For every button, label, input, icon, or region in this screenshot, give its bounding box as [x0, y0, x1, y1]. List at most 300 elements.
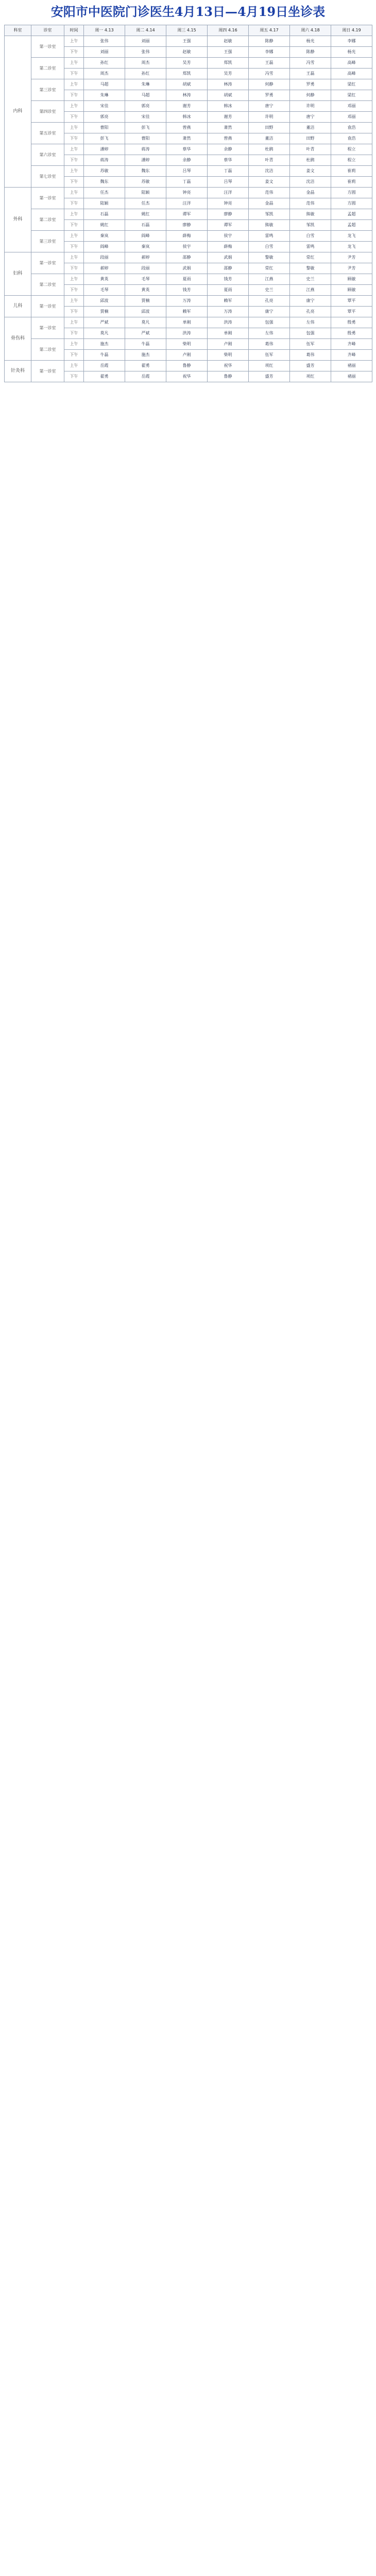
doctor-cell: 林涛 — [208, 79, 249, 90]
doctor-cell: 江燕 — [290, 285, 331, 296]
doctor-cell: 卢刚 — [208, 339, 249, 350]
slot-cell: 下午 — [64, 155, 84, 166]
doctor-cell: 郭亮 — [125, 101, 166, 112]
doctor-cell: 朱琳 — [125, 79, 166, 90]
doctor-cell: 柴明 — [208, 350, 249, 361]
doctor-cell: 黄英 — [125, 285, 166, 296]
header-slot: 时间 — [64, 25, 84, 36]
doctor-cell: 钱芳 — [166, 285, 208, 296]
doctor-cell: 赵敏 — [166, 47, 208, 58]
doctor-cell: 廖静 — [208, 209, 249, 220]
doctor-cell: 阎峰 — [125, 231, 166, 242]
doctor-cell: 钟亮 — [208, 198, 249, 209]
doctor-cell: 许明 — [290, 101, 331, 112]
doctor-cell: 万涛 — [208, 307, 249, 317]
doctor-cell: 田野 — [249, 123, 290, 133]
room-cell: 第一诊室 — [31, 188, 64, 209]
doctor-cell: 夏雨 — [208, 285, 249, 296]
doctor-cell: 魏东 — [125, 166, 166, 177]
doctor-cell: 秦岚 — [125, 242, 166, 252]
room-cell: 第三诊室 — [31, 231, 64, 252]
doctor-cell: 孔亮 — [249, 296, 290, 307]
doctor-cell: 蔡华 — [208, 155, 249, 166]
slot-cell: 上午 — [64, 166, 84, 177]
slot-cell: 下午 — [64, 242, 84, 252]
doctor-cell: 胡斌 — [208, 90, 249, 101]
doctor-cell: 邵静 — [166, 252, 208, 263]
doctor-cell: 邓丽 — [331, 101, 372, 112]
doctor-cell: 侯宇 — [166, 242, 208, 252]
room-cell: 第一诊室 — [31, 296, 64, 317]
doctor-cell: 钱芳 — [208, 274, 249, 285]
doctor-cell: 黄英 — [84, 274, 125, 285]
doctor-cell: 曹阳 — [125, 133, 166, 144]
doctor-cell: 范伟 — [290, 198, 331, 209]
table-row — [5, 188, 372, 198]
header-day: 周四 4.16 — [208, 25, 249, 36]
doctor-cell: 宋佳 — [84, 101, 125, 112]
doctor-cell: 吕琴 — [208, 177, 249, 188]
doctor-cell: 郑凯 — [166, 69, 208, 79]
doctor-cell: 覃平 — [331, 307, 372, 317]
doctor-cell: 武娟 — [208, 252, 249, 263]
doctor-cell: 赖军 — [208, 296, 249, 307]
doctor-cell: 邱波 — [125, 307, 166, 317]
doctor-cell: 项红 — [249, 361, 290, 371]
doctor-cell: 廖静 — [166, 220, 208, 231]
slot-cell: 上午 — [64, 36, 84, 47]
slot-cell: 上午 — [64, 188, 84, 198]
room-cell: 第二诊室 — [31, 274, 64, 296]
room-cell: 第七诊室 — [31, 166, 64, 188]
doctor-cell: 钟亮 — [166, 188, 208, 198]
doctor-cell: 阎峰 — [84, 242, 125, 252]
doctor-cell: 覃平 — [331, 296, 372, 307]
schedule-body — [5, 36, 372, 382]
slot-cell: 下午 — [64, 90, 84, 101]
doctor-cell: 洪涛 — [208, 317, 249, 328]
slot-cell: 下午 — [64, 371, 84, 382]
doctor-cell: 邓丽 — [331, 112, 372, 123]
table-row — [5, 101, 372, 112]
doctor-cell: 范伟 — [249, 188, 290, 198]
doctor-cell: 黎敏 — [290, 263, 331, 274]
doctor-cell: 莫凡 — [125, 317, 166, 328]
doctor-cell: 曹阳 — [84, 123, 125, 133]
doctor-cell: 邱波 — [84, 296, 125, 307]
doctor-cell: 贾楠 — [125, 296, 166, 307]
doctor-cell: 姚红 — [84, 220, 125, 231]
doctor-cell: 常红 — [249, 263, 290, 274]
slot-cell: 下午 — [64, 328, 84, 339]
doctor-cell: 丁磊 — [166, 177, 208, 188]
doctor-cell: 包强 — [290, 328, 331, 339]
doctor-cell: 萧然 — [208, 123, 249, 133]
doctor-cell: 万涛 — [166, 296, 208, 307]
doctor-cell: 韩冰 — [208, 101, 249, 112]
doctor-cell: 吴芳 — [208, 69, 249, 79]
doctor-cell: 潘婷 — [125, 155, 166, 166]
table-row — [5, 361, 372, 371]
department-cell: 儿科 — [5, 296, 31, 317]
doctor-cell: 唐宁 — [290, 112, 331, 123]
doctor-cell: 叶青 — [249, 155, 290, 166]
doctor-cell: 杜鹃 — [249, 144, 290, 155]
doctor-cell: 郝婷 — [84, 263, 125, 274]
doctor-cell: 尹芳 — [331, 252, 372, 263]
doctor-cell: 侯宇 — [208, 231, 249, 242]
doctor-cell: 伍军 — [249, 350, 290, 361]
doctor-cell: 周杰 — [84, 69, 125, 79]
header-day: 周六 4.18 — [290, 25, 331, 36]
doctor-cell: 姜文 — [249, 177, 290, 188]
doctor-cell: 曾燕 — [208, 133, 249, 144]
doctor-cell: 邵静 — [208, 263, 249, 274]
doctor-cell: 褚丽 — [331, 371, 372, 382]
doctor-cell: 姚红 — [125, 209, 166, 220]
room-cell: 第一诊室 — [31, 317, 64, 339]
doctor-cell: 方圆 — [331, 198, 372, 209]
doctor-cell: 蔡华 — [166, 144, 208, 155]
slot-cell: 上午 — [64, 339, 84, 350]
doctor-cell: 鲁静 — [208, 371, 249, 382]
doctor-cell: 王磊 — [249, 58, 290, 69]
doctor-cell: 刘丽 — [125, 36, 166, 47]
doctor-cell: 牛磊 — [125, 339, 166, 350]
room-cell: 第一诊室 — [31, 36, 64, 58]
doctor-cell: 江燕 — [249, 274, 290, 285]
slot-cell: 下午 — [64, 263, 84, 274]
doctor-cell: 许明 — [249, 112, 290, 123]
doctor-cell: 苏敏 — [84, 166, 125, 177]
doctor-cell: 何静 — [249, 79, 290, 90]
doctor-cell: 项红 — [290, 371, 331, 382]
doctor-cell: 岳霞 — [84, 361, 125, 371]
room-cell: 第一诊室 — [31, 252, 64, 274]
doctor-cell: 葛伟 — [249, 339, 290, 350]
room-cell: 第一诊室 — [31, 361, 64, 382]
doctor-cell: 石磊 — [84, 209, 125, 220]
doctor-cell: 谢芳 — [166, 101, 208, 112]
doctor-cell: 魏东 — [84, 177, 125, 188]
doctor-cell: 萧然 — [166, 133, 208, 144]
doctor-cell: 苏敏 — [125, 177, 166, 188]
doctor-cell: 蒋涛 — [125, 144, 166, 155]
doctor-cell: 王强 — [208, 47, 249, 58]
doctor-cell: 左伟 — [290, 317, 331, 328]
table-row — [5, 58, 372, 69]
doctor-cell: 何静 — [290, 90, 331, 101]
doctor-cell: 施杰 — [125, 350, 166, 361]
doctor-cell: 董洁 — [249, 133, 290, 144]
table-header — [5, 25, 372, 36]
doctor-cell: 任杰 — [84, 188, 125, 198]
doctor-cell: 史兰 — [290, 274, 331, 285]
doctor-cell: 孙红 — [84, 58, 125, 69]
page-title: 安阳市中医院门诊医生4月13日—4月19日坐诊表 — [50, 4, 326, 19]
doctor-cell: 孙红 — [125, 69, 166, 79]
header-dept: 科室 — [5, 25, 31, 36]
doctor-cell: 常红 — [290, 252, 331, 263]
doctor-cell: 牛磊 — [84, 350, 125, 361]
doctor-cell: 郝婷 — [125, 252, 166, 263]
doctor-cell: 方圆 — [331, 188, 372, 198]
doctor-cell: 秦岚 — [84, 231, 125, 242]
room-cell: 第二诊室 — [31, 339, 64, 361]
doctor-cell: 宋佳 — [125, 112, 166, 123]
doctor-cell: 沈洁 — [249, 166, 290, 177]
doctor-cell: 王强 — [166, 36, 208, 47]
doctor-cell: 罗勇 — [249, 90, 290, 101]
doctor-cell: 吴芳 — [166, 58, 208, 69]
room-cell: 第六诊室 — [31, 144, 64, 166]
doctor-cell: 柴明 — [166, 339, 208, 350]
doctor-cell: 任杰 — [125, 198, 166, 209]
doctor-cell: 马超 — [125, 90, 166, 101]
doctor-cell: 潘婷 — [84, 144, 125, 155]
table-row — [5, 231, 372, 242]
doctor-cell: 龙飞 — [331, 231, 372, 242]
slot-cell: 上午 — [64, 317, 84, 328]
doctor-cell: 翟勇 — [125, 361, 166, 371]
table-row — [5, 274, 372, 285]
doctor-cell: 唐宁 — [249, 101, 290, 112]
doctor-cell: 金晶 — [290, 188, 331, 198]
doctor-cell: 史兰 — [249, 285, 290, 296]
doctor-cell: 杨光 — [331, 47, 372, 58]
slot-cell: 上午 — [64, 79, 84, 90]
doctor-cell: 齐峰 — [331, 350, 372, 361]
doctor-cell: 祝华 — [166, 371, 208, 382]
doctor-cell: 单刚 — [208, 328, 249, 339]
doctor-cell: 雷鸣 — [290, 242, 331, 252]
doctor-cell: 邹凯 — [290, 220, 331, 231]
doctor-cell: 沈洁 — [290, 177, 331, 188]
doctor-cell: 毛琴 — [84, 285, 125, 296]
slot-cell: 上午 — [64, 209, 84, 220]
doctor-cell: 黎敏 — [249, 252, 290, 263]
header-day: 周三 4.15 — [166, 25, 208, 36]
doctor-cell: 尹芳 — [331, 263, 372, 274]
doctor-cell: 孟超 — [331, 220, 372, 231]
room-cell: 第三诊室 — [31, 79, 64, 101]
slot-cell: 下午 — [64, 198, 84, 209]
doctor-cell: 胡斌 — [166, 79, 208, 90]
doctor-cell: 李娜 — [249, 47, 290, 58]
doctor-cell: 陈静 — [249, 36, 290, 47]
doctor-cell: 陆颖 — [84, 198, 125, 209]
doctor-cell: 熊敏 — [290, 209, 331, 220]
doctor-cell: 程立 — [331, 144, 372, 155]
doctor-cell: 余静 — [166, 155, 208, 166]
doctor-cell: 罗勇 — [290, 79, 331, 90]
slot-cell: 下午 — [64, 350, 84, 361]
table-row — [5, 296, 372, 307]
table-row — [5, 79, 372, 90]
doctor-cell: 鲁静 — [166, 361, 208, 371]
slot-cell: 上午 — [64, 123, 84, 133]
doctor-cell: 梁红 — [331, 79, 372, 90]
doctor-cell: 武娟 — [166, 263, 208, 274]
doctor-cell: 严斌 — [84, 317, 125, 328]
doctor-cell: 吕琴 — [166, 166, 208, 177]
room-cell: 第二诊室 — [31, 58, 64, 79]
room-cell: 第五诊室 — [31, 123, 64, 144]
department-cell: 妇科 — [5, 252, 31, 296]
doctor-cell: 赖军 — [166, 307, 208, 317]
slot-cell: 下午 — [64, 285, 84, 296]
doctor-cell: 莫凡 — [84, 328, 125, 339]
slot-cell: 下午 — [64, 177, 84, 188]
table-row — [5, 166, 372, 177]
slot-cell: 下午 — [64, 47, 84, 58]
doctor-cell: 董洁 — [290, 123, 331, 133]
doctor-cell: 薛梅 — [208, 242, 249, 252]
doctor-cell: 段丽 — [84, 252, 125, 263]
doctor-cell: 盛芳 — [290, 361, 331, 371]
doctor-cell: 张伟 — [84, 36, 125, 47]
doctor-cell: 彭飞 — [84, 133, 125, 144]
doctor-cell: 龙飞 — [331, 242, 372, 252]
doctor-cell: 田野 — [290, 133, 331, 144]
doctor-cell: 段丽 — [125, 263, 166, 274]
doctor-cell: 盛芳 — [249, 371, 290, 382]
doctor-cell: 程立 — [331, 155, 372, 166]
doctor-cell: 谭军 — [208, 220, 249, 231]
doctor-cell: 翟勇 — [84, 371, 125, 382]
doctor-cell: 曾燕 — [166, 123, 208, 133]
doctor-cell: 刘丽 — [84, 47, 125, 58]
table-row — [5, 339, 372, 350]
doctor-cell: 邹凯 — [249, 209, 290, 220]
doctor-cell: 顾敏 — [331, 274, 372, 285]
doctor-cell: 孟超 — [331, 209, 372, 220]
slot-cell: 上午 — [64, 296, 84, 307]
slot-cell: 上午 — [64, 144, 84, 155]
header-day: 周二 4.14 — [125, 25, 166, 36]
doctor-cell: 雷鸣 — [249, 231, 290, 242]
doctor-cell: 谢芳 — [208, 112, 249, 123]
doctor-cell: 伍军 — [290, 339, 331, 350]
doctor-cell: 陆颖 — [125, 188, 166, 198]
doctor-cell: 褚丽 — [331, 361, 372, 371]
doctor-cell: 赵敏 — [208, 36, 249, 47]
doctor-cell: 金晶 — [249, 198, 290, 209]
doctor-cell: 崔莉 — [331, 177, 372, 188]
doctor-cell: 汪洋 — [166, 198, 208, 209]
doctor-cell: 石磊 — [125, 220, 166, 231]
table-row — [5, 123, 372, 133]
doctor-cell: 马超 — [84, 79, 125, 90]
doctor-cell: 严斌 — [125, 328, 166, 339]
doctor-cell: 夏雨 — [166, 274, 208, 285]
doctor-cell: 张伟 — [125, 47, 166, 58]
slot-cell: 下午 — [64, 112, 84, 123]
doctor-cell: 毛琴 — [125, 274, 166, 285]
doctor-cell: 卢刚 — [166, 350, 208, 361]
doctor-cell: 施杰 — [84, 339, 125, 350]
doctor-cell: 白雪 — [290, 231, 331, 242]
slot-cell: 下午 — [64, 69, 84, 79]
doctor-cell: 李娜 — [331, 36, 372, 47]
doctor-cell: 汪洋 — [208, 188, 249, 198]
doctor-cell: 冯雪 — [249, 69, 290, 79]
doctor-cell: 谭军 — [166, 209, 208, 220]
doctor-cell: 齐峰 — [331, 339, 372, 350]
doctor-cell: 殷勇 — [331, 328, 372, 339]
doctor-cell: 杜鹃 — [290, 155, 331, 166]
doctor-cell: 葛伟 — [290, 350, 331, 361]
header-day: 周日 4.19 — [331, 25, 372, 36]
doctor-cell: 崔莉 — [331, 166, 372, 177]
header-sub: 诊室 — [31, 25, 64, 36]
doctor-cell: 岳霞 — [125, 371, 166, 382]
doctor-cell: 熊敏 — [249, 220, 290, 231]
department-cell: 内科 — [5, 36, 31, 188]
department-cell: 外科 — [5, 188, 31, 252]
room-cell: 第二诊室 — [31, 209, 64, 231]
doctor-cell: 丁磊 — [208, 166, 249, 177]
room-cell: 第四诊室 — [31, 101, 64, 123]
doctor-cell: 单刚 — [166, 317, 208, 328]
table-row — [5, 252, 372, 263]
table-row — [5, 144, 372, 155]
doctor-cell: 梁红 — [331, 90, 372, 101]
slot-cell: 上午 — [64, 252, 84, 263]
doctor-cell: 薛梅 — [166, 231, 208, 242]
doctor-cell: 白雪 — [249, 242, 290, 252]
doctor-cell: 孔亮 — [290, 307, 331, 317]
doctor-cell: 余静 — [208, 144, 249, 155]
doctor-cell: 殷勇 — [331, 317, 372, 328]
doctor-cell: 康宁 — [249, 307, 290, 317]
header-row — [5, 25, 372, 36]
doctor-cell: 郭亮 — [84, 112, 125, 123]
doctor-cell: 贾楠 — [84, 307, 125, 317]
table-row — [5, 36, 372, 47]
doctor-cell: 郑凯 — [208, 58, 249, 69]
department-cell: 骨伤科 — [5, 317, 31, 361]
doctor-cell: 蒋涛 — [84, 155, 125, 166]
header-day: 周一 4.13 — [84, 25, 125, 36]
doctor-cell: 左伟 — [249, 328, 290, 339]
doctor-cell: 祝华 — [208, 361, 249, 371]
slot-cell: 上午 — [64, 274, 84, 285]
schedule-table — [4, 25, 372, 382]
doctor-cell: 杨光 — [290, 36, 331, 47]
doctor-cell: 朱琳 — [84, 90, 125, 101]
slot-cell: 上午 — [64, 361, 84, 371]
slot-cell: 上午 — [64, 101, 84, 112]
doctor-cell: 林涛 — [166, 90, 208, 101]
doctor-cell: 王磊 — [290, 69, 331, 79]
slot-cell: 下午 — [64, 133, 84, 144]
header-day: 周五 4.17 — [249, 25, 290, 36]
slot-cell: 上午 — [64, 58, 84, 69]
doctor-cell: 姜文 — [290, 166, 331, 177]
slot-cell: 上午 — [64, 231, 84, 242]
department-cell: 针灸科 — [5, 361, 31, 382]
doctor-cell: 袁浩 — [331, 133, 372, 144]
slot-cell: 下午 — [64, 220, 84, 231]
doctor-cell: 康宁 — [290, 296, 331, 307]
doctor-cell: 彭飞 — [125, 123, 166, 133]
doctor-cell: 冯雪 — [290, 58, 331, 69]
doctor-cell: 洪涛 — [166, 328, 208, 339]
doctor-cell: 韩冰 — [166, 112, 208, 123]
doctor-cell: 高峰 — [331, 58, 372, 69]
doctor-cell: 包强 — [249, 317, 290, 328]
